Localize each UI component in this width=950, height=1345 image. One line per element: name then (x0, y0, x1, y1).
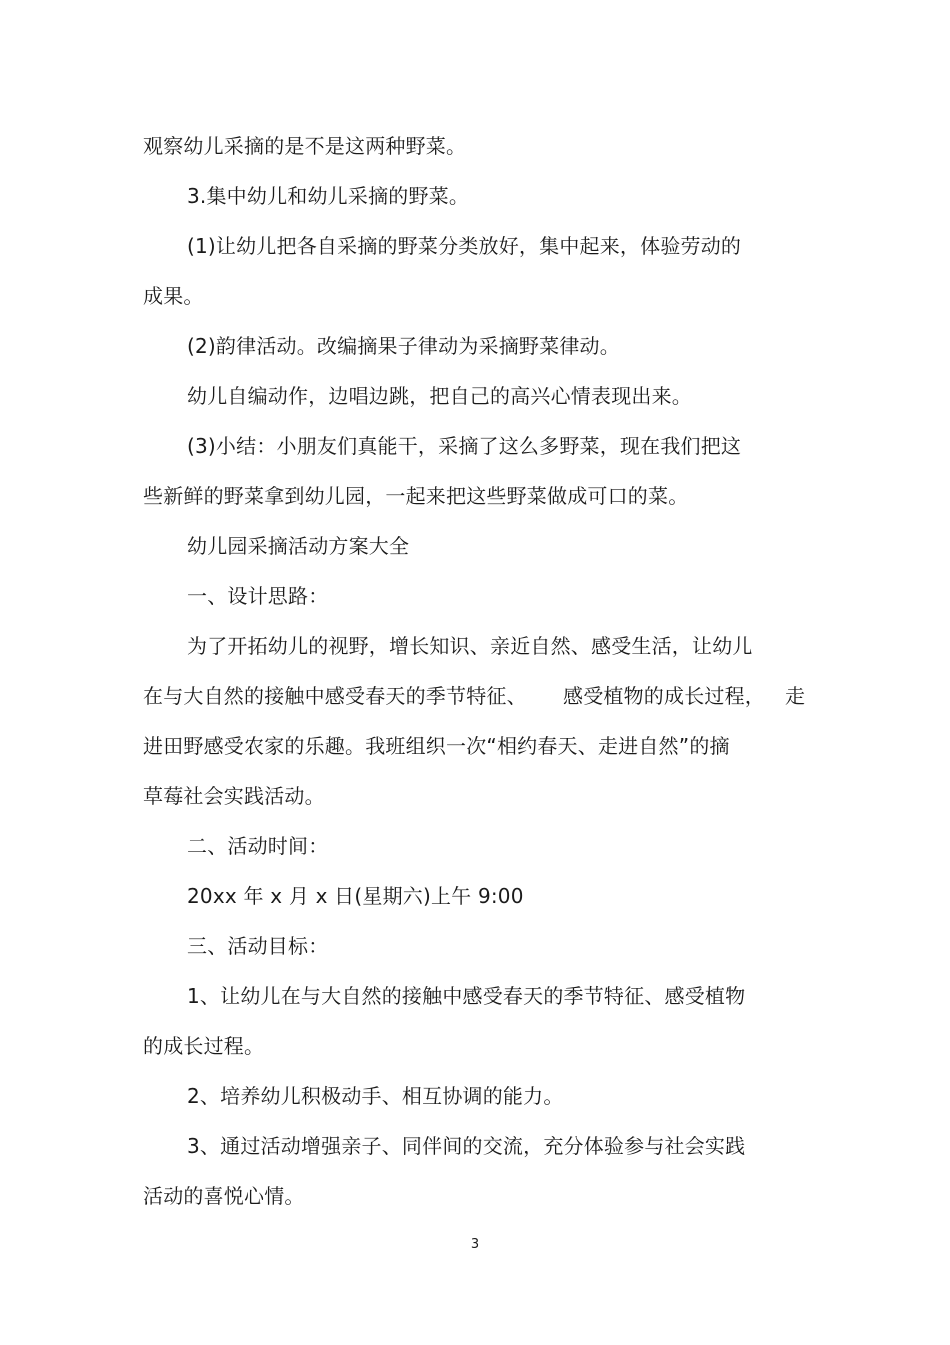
section-title: 幼儿园采摘活动方案大全 (187, 534, 410, 558)
text-line: 进田野感受农家的乐趣。我班组织一次“相约春天、走进自然”的摘 (143, 734, 730, 758)
section-heading: 三、活动目标： (187, 934, 329, 958)
text-line: 在与大自然的接触中感受春天的季节特征、 (143, 684, 527, 708)
text-line: 3.集中幼儿和幼儿采摘的野菜。 (187, 184, 470, 208)
text-line: 活动的喜悦心情。 (143, 1184, 305, 1208)
text-line: (1)让幼儿把各自采摘的野菜分类放好，集中起来，体验劳动的 (187, 234, 742, 258)
text-line: (2)韵律活动。改编摘果子律动为采摘野菜律动。 (187, 334, 620, 358)
text-line: 草莓社会实践活动。 (143, 784, 325, 808)
text-line: (3)小结：小朋友们真能干，采摘了这么多野菜，现在我们把这 (187, 434, 742, 458)
section-heading: 一、设计思路： (187, 584, 329, 608)
text-line: 20xx 年 x 月 x 日(星期六)上午 9:00 (187, 884, 524, 908)
text-line: 为了开拓幼儿的视野，增长知识、亲近自然、感受生活，让幼儿 (187, 634, 753, 658)
text-line: 3、通过活动增强亲子、同伴间的交流，充分体验参与社会实践 (187, 1134, 746, 1158)
text-line: 幼儿自编动作，边唱边跳，把自己的高兴心情表现出来。 (187, 384, 692, 408)
section-heading: 二、活动时间： (187, 834, 329, 858)
text-line: 的成长过程。 (143, 1034, 265, 1058)
text-line: 走 (785, 684, 806, 708)
text-line: 些新鲜的野菜拿到幼儿园，一起来把这些野菜做成可口的菜。 (143, 484, 689, 508)
text-line: 观察幼儿采摘的是不是这两种野菜。 (143, 134, 467, 158)
page-number: 3 (470, 1237, 480, 1252)
text-line: 2、培养幼儿积极动手、相互协调的能力。 (187, 1084, 564, 1108)
text-line: 1、让幼儿在与大自然的接触中感受春天的季节特征、感受植物 (187, 984, 746, 1008)
text-line: 感受植物的成长过程， (563, 684, 765, 708)
text-line: 成果。 (143, 284, 204, 308)
